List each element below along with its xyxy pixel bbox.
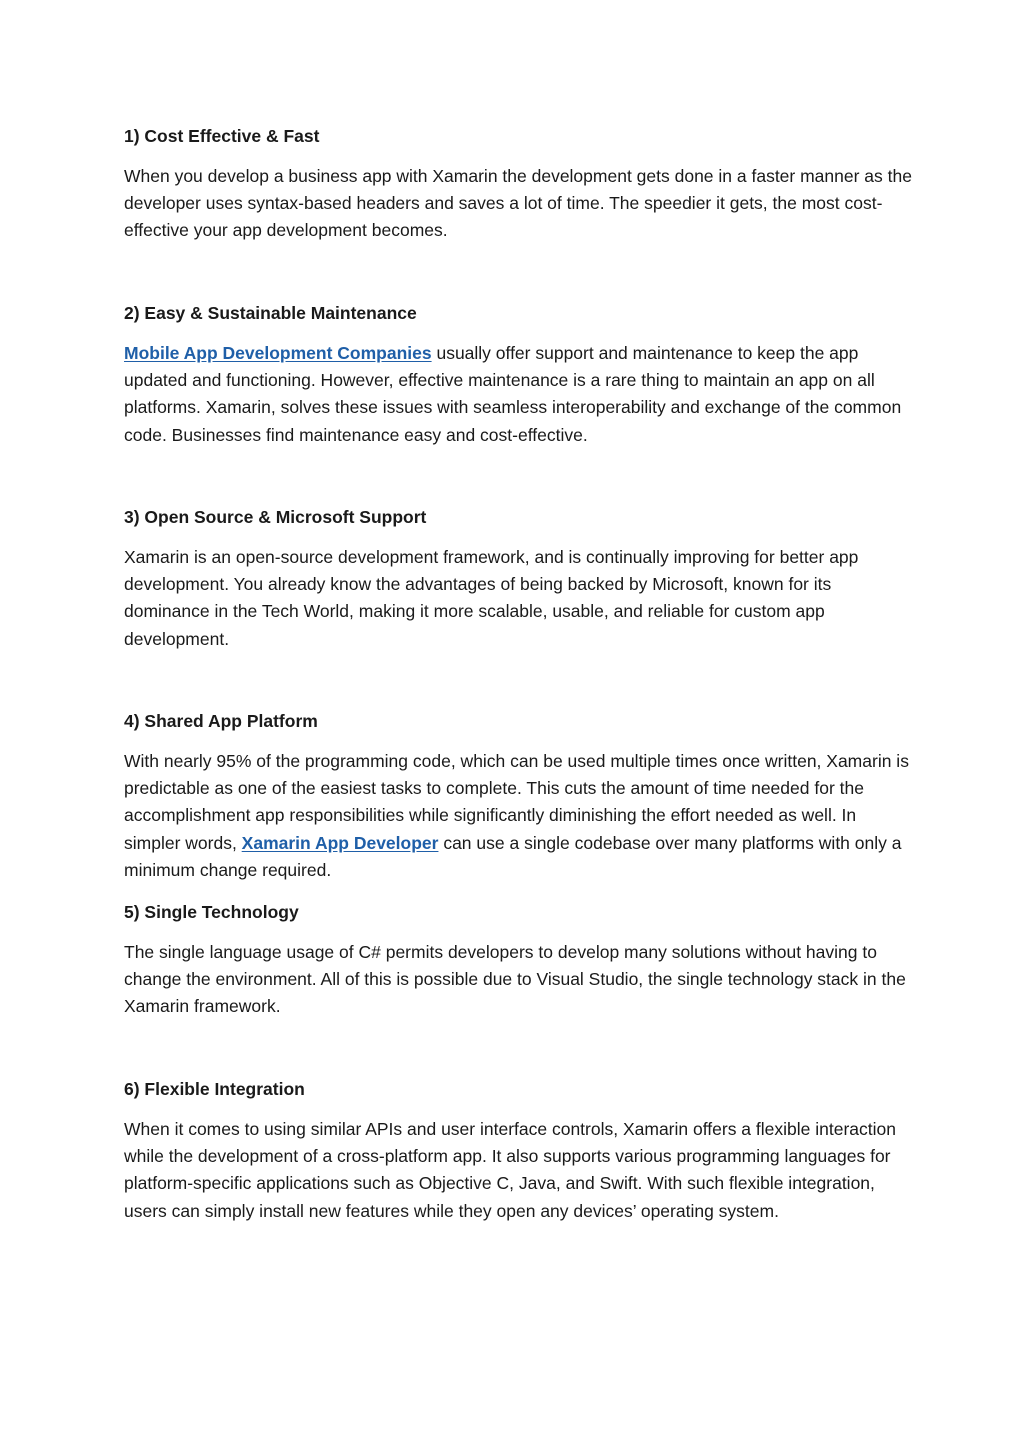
mobile-app-development-companies-link[interactable]: Mobile App Development Companies: [124, 343, 432, 363]
section-flexible-integration: [124, 1076, 914, 1225]
section-body: When you develop a business app with Xamarin the development gets done in a faster manner as the developer uses syntax-based headers and saves a lot of time. The speedier it gets, the most cost-effective your app development becomes.: [124, 166, 912, 241]
section-heading: 1) Cost Effective & Fast: [124, 126, 320, 146]
section-shared-platform: [124, 708, 914, 884]
section-heading: 4) Shared App Platform: [124, 711, 318, 731]
section-body-text: usually offer support and maintenance to keep the app updated and functioning. However, effective maintenance is a rare thing to maintain an app on all platforms. Xamarin, solves these issues with seamless interoperability and exchange of the common code. Businesses find maintenance easy and cost-effective.: [124, 343, 902, 445]
section-single-technology: [124, 899, 914, 1021]
section-body-text: With nearly 95% of the programming code, which can be used multiple times once written, Xamarin is predictable as one of the easiest tasks to complete. This cuts the amount of time needed for the accomplishment app responsibilities while significantly diminishing the effort needed as well. In simpler words,: [124, 751, 909, 853]
section-heading: 6) Flexible Integration: [124, 1079, 305, 1099]
section-body: When it comes to using similar APIs and user interface controls, Xamarin offers a flexible interaction while the development of a cross-platform app. It also supports various programming languages for platform-specific applications such as Objective C, Java, and Swift. With such flexible integration, users can simply install new features while they open any devices’ operating system.: [124, 1119, 896, 1221]
section-heading: 3) Open Source & Microsoft Support: [124, 507, 427, 527]
section-maintenance: [124, 300, 914, 449]
section-heading: 5) Single Technology: [124, 902, 299, 922]
section-body-text: can use a single codebase over many platforms with only a minimum change required.: [124, 832, 902, 880]
section-body: Xamarin is an open-source development framework, and is continually improving for better app development. You already know the advantages of being backed by Microsoft, known for its dominance in the Tech World, making it more scalable, usable, and reliable for custom app development.: [124, 547, 859, 649]
section-heading: 2) Easy & Sustainable Maintenance: [124, 303, 417, 323]
section-body: [124, 748, 914, 884]
xamarin-app-developer-link[interactable]: Xamarin App Developer: [241, 832, 439, 853]
section-cost-effective: [124, 123, 914, 245]
section-body: [124, 340, 914, 449]
section-body: The single language usage of C# permits developers to develop many solutions without having to change the environment. All of this is possible due to Visual Studio, the single technology stack in the Xamarin framework.: [124, 942, 906, 1017]
section-open-source: [124, 504, 914, 653]
